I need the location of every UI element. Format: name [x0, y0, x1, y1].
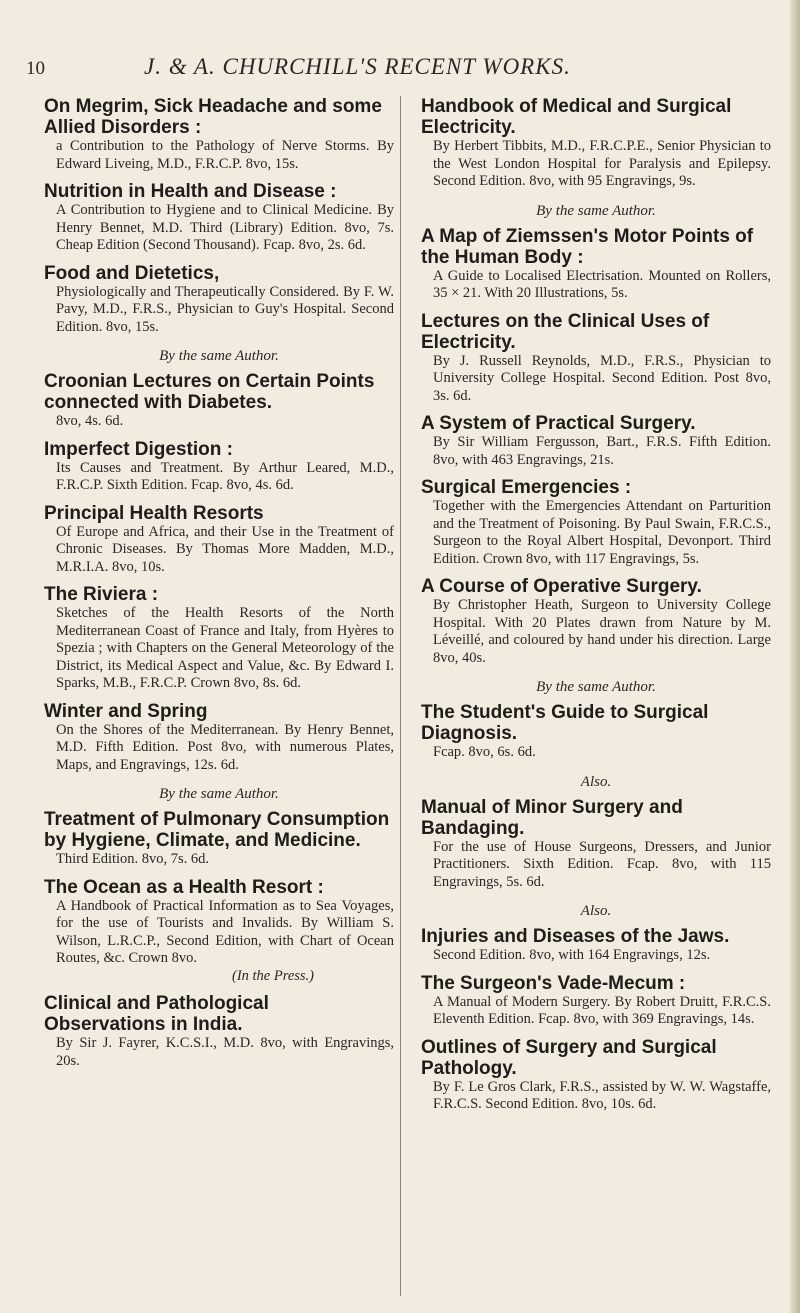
book-title: The Ocean as a Health Resort :	[44, 876, 324, 898]
book-title: Clinical and Pathological Observations in India.	[44, 993, 269, 1035]
book-title: Imperfect Digestion :	[44, 438, 233, 460]
book-entry	[421, 226, 771, 303]
book-entry	[421, 702, 771, 762]
by-same-author-note: By the same Author.	[159, 348, 279, 364]
book-description: A Contribution to Hygiene and to Clinical Medicine. By Henry Bennet, M.D. Third (Library) Edition. 8vo, 7s. Cheap Edition (Second Thousand). Fcap. 8vo, 2s. 6d.	[56, 202, 394, 253]
book-description: By J. Russell Reynolds, M.D., F.R.S., Physician to University College Hospital. Second Edition. Post 8vo, 3s. 6d.	[433, 352, 771, 404]
page-edge	[790, 0, 800, 1313]
book-title: The Riviera :	[44, 584, 159, 605]
book-description: 8vo, 4s. 6d.	[56, 413, 124, 429]
book-description: Third Edition. 8vo, 7s. 6d.	[56, 851, 210, 867]
book-title: Principal Health Resorts	[44, 502, 264, 524]
book-description: On the Shores of the Mediterranean. By Henry Bennet, M.D. Fifth Edition. Post 8vo, with numerous Plates, Maps, and Engravings, 12s. 6d.	[56, 721, 394, 773]
book-entry	[44, 371, 394, 431]
book-title: Surgical Emergencies :	[421, 477, 632, 498]
book-description: By Sir J. Fayrer, K.C.S.I., M.D. 8vo, with Engravings, 20s.	[56, 1035, 394, 1069]
book-entry	[44, 263, 394, 337]
book-entry	[44, 809, 394, 869]
by-same-author-note: By the same Author.	[159, 786, 279, 802]
by-same-author-note: By the same Author.	[536, 202, 656, 219]
by-same-author-note: Also.	[580, 773, 612, 790]
book-entry	[44, 503, 394, 577]
book-entry	[44, 584, 394, 693]
book-title: Handbook of Medical and Surgical Electricity.	[421, 96, 732, 138]
by-same-author-note: Also.	[580, 903, 612, 919]
book-entry	[44, 439, 394, 495]
book-description: By Christopher Heath, Surgeon to University College Hospital. With 20 Plates drawn from Nature by M. Léveillé, and coloured by hand under his direction. Large 8vo, 40s.	[433, 597, 771, 666]
book-title: Winter and Spring	[44, 700, 208, 722]
book-title: Outlines of Surgery and Surgical Pathology.	[421, 1036, 717, 1079]
page-header	[0, 54, 790, 88]
book-entry	[421, 576, 771, 667]
book-entry	[421, 926, 771, 965]
book-description: A Manual of Modern Surgery. By Robert Druitt, F.R.C.S. Eleventh Edition. Fcap. 8vo, with 369 Engravings, 14s.	[433, 993, 771, 1027]
right-column	[421, 96, 771, 1122]
book-description: Physiologically and Therapeutically Considered. By F. W. Pavy, M.D., F.R.S., Physician to Guy's Hospital. Second Edition. 8vo, 15s.	[56, 283, 394, 335]
book-title: Croonian Lectures on Certain Points connected with Diabetes.	[44, 371, 375, 413]
book-title: A System of Practical Surgery.	[421, 413, 696, 434]
book-description: Sketches of the Health Resorts of the North Mediterranean Coast of France and Italy, from Hyères to Spezia ; with Chapters on the General Meteorology of the District, its Medical Aspect and Value, &c. By Edward I. Sparks, M.B., F.R.C.P. Crown 8vo, 8s. 6d.	[56, 605, 394, 691]
book-entry	[44, 181, 394, 255]
page-number: 10	[26, 58, 45, 79]
book-entry	[421, 96, 771, 191]
press-note: (In the Press.)	[231, 967, 314, 984]
book-entry	[421, 311, 771, 406]
book-description: A Handbook of Practical Information as to Sea Voyages, for the use of Tourists and Invalids. By William S. Wilson, L.R.C.P., Second Edition, with Chart of Ocean Routes, &c. Crown 8vo.	[56, 897, 394, 966]
column-divider	[400, 96, 401, 1296]
book-description: a Contribution to the Pathology of Nerve Storms. By Edward Liveing, M.D., F.R.C.P. 8vo, 15s.	[56, 138, 394, 172]
book-entry	[44, 96, 394, 173]
book-description: Second Edition. 8vo, with 164 Engravings, 12s.	[433, 947, 711, 963]
book-title: Treatment of Pulmonary Consumption by Hygiene, Climate, and Medicine.	[44, 809, 390, 851]
book-title: The Student's Guide to Surgical Diagnosis.	[421, 702, 709, 744]
book-entry	[421, 1037, 771, 1114]
book-description: Of Europe and Africa, and their Use in the Treatment of Chronic Diseases. By Thomas More Madden, M.D., M.R.I.A. 8vo, 10s.	[56, 523, 394, 575]
book-description: A Guide to Localised Electrisation. Mounted on Rollers, 35 × 21. With 20 Illustrations, 5s.	[433, 267, 771, 301]
book-title: Manual of Minor Surgery and Bandaging.	[421, 796, 683, 839]
book-description: By Sir William Fergusson, Bart., F.R.S. Fifth Edition. 8vo, with 463 Engravings, 21s.	[433, 434, 771, 468]
book-description: Fcap. 8vo, 6s. 6d.	[433, 744, 536, 760]
book-title: Lectures on the Clinical Uses of Electricity.	[421, 310, 710, 353]
book-description: By Herbert Tibbits, M.D., F.R.C.P.E., Senior Physician to the West London Hospital for Paralysis and Epilepsy. Second Edition. 8vo, with 95 Engravings, 9s.	[433, 138, 771, 189]
book-title: A Map of Ziemssen's Motor Points of the Human Body :	[421, 225, 754, 268]
book-title: The Surgeon's Vade-Mecum :	[421, 972, 686, 994]
book-title: Food and Dietetics,	[44, 262, 220, 284]
book-entry	[44, 701, 394, 775]
left-column	[44, 96, 394, 1078]
book-title: On Megrim, Sick Headache and some Allied Disorders :	[44, 96, 382, 138]
book-description: Its Causes and Treatment. By Arthur Leared, M.D., F.R.C.P. Sixth Edition. Fcap. 8vo, 4s. 6d.	[56, 459, 394, 493]
by-same-author-note: By the same Author.	[536, 679, 656, 695]
book-description: By F. Le Gros Clark, F.R.S., assisted by W. W. Wagstaffe, F.R.C.S. Second Edition. 8vo, 10s. 6d.	[433, 1078, 771, 1112]
book-entry	[44, 993, 394, 1070]
book-entry	[421, 973, 771, 1029]
book-entry	[44, 877, 394, 986]
book-entry	[421, 477, 771, 568]
book-title: Nutrition in Health and Disease :	[44, 181, 337, 202]
book-entry	[421, 797, 771, 892]
book-title: A Course of Operative Surgery.	[421, 576, 702, 597]
book-title: Injuries and Diseases of the Jaws.	[421, 926, 730, 947]
book-entry	[421, 413, 771, 469]
book-description: For the use of House Surgeons, Dressers, and Junior Practitioners. Sixth Edition. Fcap. 8vo, with 115 Engravings, 5s. 6d.	[433, 838, 771, 890]
running-head: J. & A. CHURCHILL'S RECENT WORKS.	[144, 54, 571, 79]
book-description: Together with the Emergencies Attendant on Parturition and the Treatment of Poisoning. By Paul Swain, F.R.C.S., Surgeon to the Royal Albert Hospital, Devonport. Third Edition. Crown 8vo, with 117 Engravings, 5s.	[433, 498, 771, 567]
